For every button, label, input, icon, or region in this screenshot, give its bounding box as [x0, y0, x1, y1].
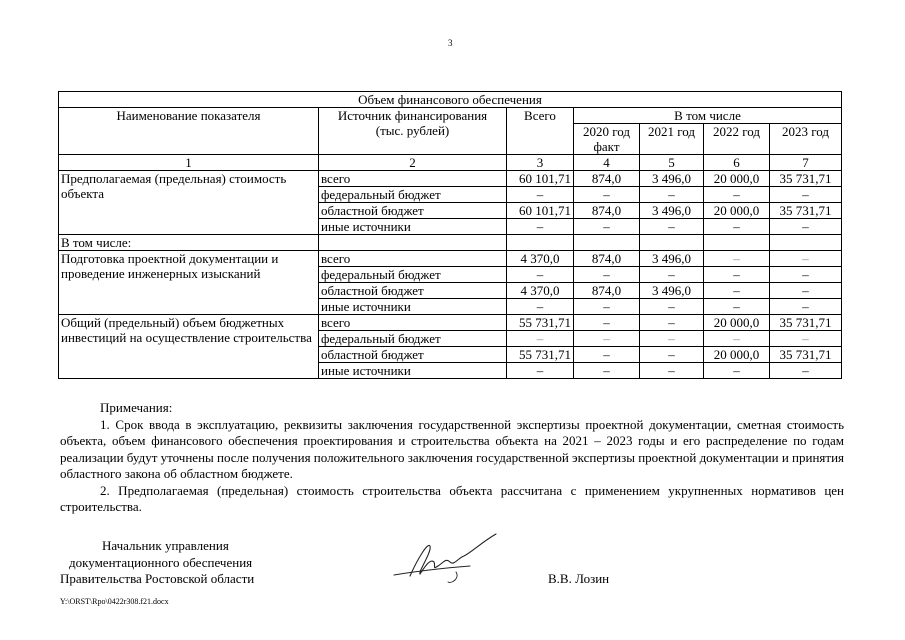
total-cell: 55 731,71 — [507, 315, 574, 331]
empty-cell — [319, 235, 507, 251]
year-2020-header — [574, 124, 640, 155]
y2022-cell: – — [704, 283, 770, 299]
indicator-name: Общий (предельный) объем бюджетных инвестиций на осуществление строительства — [59, 315, 319, 379]
notes-title: Примечания: — [100, 400, 173, 415]
empty-cell — [640, 235, 704, 251]
note-item: 1. Срок ввода в эксплуатацию, реквизиты заключения государственной экспертизы проектной документации, сметная стоимость объекта, объем финансового обеспечения проектирования и строительства объекта на 2021 – 2023 годы и его распределение по годам реализации будут уточнены после получения положительного заключения государственной экспертизы проектной документации и принятия областного закона об областном бюджете. — [60, 416, 845, 481]
y2022-cell: 20 000,0 — [704, 203, 770, 219]
empty-cell — [704, 235, 770, 251]
y2021-cell: 3 496,0 — [640, 283, 704, 299]
y2023-cell: 35 731,71 — [770, 315, 842, 331]
y2023-cell: 35 731,71 — [770, 171, 842, 187]
y2021-cell: – — [640, 363, 704, 379]
col-source-line2: (тыс. рублей) — [375, 123, 450, 138]
y2022-cell: – — [704, 187, 770, 203]
total-cell: 60 101,71 — [507, 171, 574, 187]
source-cell: всего — [319, 171, 507, 187]
total-cell: – — [507, 331, 574, 347]
y2023-cell: – — [770, 187, 842, 203]
indicator-name: Предполагаемая (предельная) стоимость объекта — [59, 171, 319, 235]
y2021-cell: – — [640, 219, 704, 235]
source-cell: федеральный бюджет — [319, 331, 507, 347]
y2022-cell: 20 000,0 — [704, 347, 770, 363]
year-2020-line2: факт — [593, 139, 620, 154]
section-including-label: В том числе: — [59, 235, 319, 251]
y2020-cell: – — [574, 267, 640, 283]
col-number: 6 — [704, 155, 770, 171]
y2021-cell: – — [640, 299, 704, 315]
empty-cell — [770, 235, 842, 251]
col-number: 4 — [574, 155, 640, 171]
y2020-cell: – — [574, 299, 640, 315]
source-cell: всего — [319, 251, 507, 267]
total-cell: 4 370,0 — [507, 251, 574, 267]
y2020-cell: – — [574, 363, 640, 379]
y2021-cell: – — [640, 331, 704, 347]
total-cell: 60 101,71 — [507, 203, 574, 219]
table-header-top-row — [59, 92, 842, 108]
y2022-cell: 20 000,0 — [704, 315, 770, 331]
y2023-cell: – — [770, 251, 842, 267]
y2020-cell: 874,0 — [574, 203, 640, 219]
total-cell: – — [507, 363, 574, 379]
col-number: 5 — [640, 155, 704, 171]
source-cell: иные источники — [319, 363, 507, 379]
total-cell: 55 731,71 — [507, 347, 574, 363]
total-cell: 4 370,0 — [507, 283, 574, 299]
file-path: Y:\ORST\Rpo\0422r308.f21.docx — [60, 597, 169, 606]
col-name-header: Наименование показателя — [59, 108, 319, 155]
y2022-cell: 20 000,0 — [704, 171, 770, 187]
handwritten-signature — [372, 528, 512, 590]
financing-table — [58, 91, 842, 379]
section-including-row — [59, 235, 842, 251]
table-header-row — [59, 108, 842, 124]
y2023-cell: – — [770, 283, 842, 299]
y2021-cell: – — [640, 347, 704, 363]
y2022-cell: – — [704, 251, 770, 267]
y2020-cell: – — [574, 347, 640, 363]
header-top: Объем финансового обеспечения — [59, 92, 842, 108]
y2021-cell: 3 496,0 — [640, 251, 704, 267]
col-number: 1 — [59, 155, 319, 171]
signatory-title-line1: Начальник управления — [102, 538, 229, 553]
signatory-name: В.В. Лозин — [548, 571, 610, 586]
column-numbers-row — [59, 155, 842, 171]
y2023-cell: 35 731,71 — [770, 203, 842, 219]
col-number: 3 — [507, 155, 574, 171]
y2020-cell: – — [574, 219, 640, 235]
source-cell: федеральный бюджет — [319, 187, 507, 203]
y2022-cell: – — [704, 331, 770, 347]
col-including-header: В том числе — [574, 108, 842, 124]
page-number: 3 — [448, 38, 453, 48]
y2021-cell: – — [640, 315, 704, 331]
signatory-title — [60, 538, 254, 588]
col-number: 7 — [770, 155, 842, 171]
empty-cell — [574, 235, 640, 251]
col-source-header — [319, 108, 507, 155]
y2022-cell: – — [704, 219, 770, 235]
col-number: 2 — [319, 155, 507, 171]
y2020-cell: – — [574, 187, 640, 203]
signatory-title-line2: документационного обеспечения — [69, 554, 253, 570]
source-cell: областной бюджет — [319, 283, 507, 299]
y2021-cell: – — [640, 267, 704, 283]
source-cell: областной бюджет — [319, 203, 507, 219]
y2023-cell: – — [770, 363, 842, 379]
y2022-cell: – — [704, 363, 770, 379]
year-2022-header: 2022 год — [704, 124, 770, 155]
total-cell: – — [507, 299, 574, 315]
total-cell: – — [507, 187, 574, 203]
y2023-cell: – — [770, 219, 842, 235]
y2020-cell: – — [574, 331, 640, 347]
source-cell: областной бюджет — [319, 347, 507, 363]
y2022-cell: – — [704, 299, 770, 315]
y2023-cell: – — [770, 299, 842, 315]
source-cell: федеральный бюджет — [319, 267, 507, 283]
col-source-line1: Источник финансирования — [337, 108, 488, 123]
total-cell: – — [507, 267, 574, 283]
y2021-cell: 3 496,0 — [640, 203, 704, 219]
y2023-cell: – — [770, 267, 842, 283]
source-cell: иные источники — [319, 219, 507, 235]
y2021-cell: 3 496,0 — [640, 171, 704, 187]
table-row — [59, 315, 842, 331]
table-row — [59, 171, 842, 187]
notes-section — [60, 400, 844, 516]
y2020-cell: 874,0 — [574, 171, 640, 187]
y2023-cell: – — [770, 331, 842, 347]
year-2021-header: 2021 год — [640, 124, 704, 155]
year-2023-header: 2023 год — [770, 124, 842, 155]
total-cell: – — [507, 219, 574, 235]
y2020-cell: – — [574, 315, 640, 331]
table-row — [59, 251, 842, 267]
note-item: 2. Предполагаемая (предельная) стоимость строительства объекта рассчитана с применением укрупненных нормативов цен строительства. — [60, 482, 844, 514]
source-cell: всего — [319, 315, 507, 331]
y2021-cell: – — [640, 187, 704, 203]
empty-cell — [507, 235, 574, 251]
y2020-cell: 874,0 — [574, 251, 640, 267]
year-2020-line1: 2020 год — [583, 124, 630, 139]
y2020-cell: 874,0 — [574, 283, 640, 299]
signatory-title-line3: Правительства Ростовской области — [60, 571, 255, 586]
col-total-header: Всего — [507, 108, 574, 155]
indicator-name: Подготовка проектной документации и проведение инженерных изысканий — [59, 251, 319, 315]
y2022-cell: – — [704, 267, 770, 283]
source-cell: иные источники — [319, 299, 507, 315]
y2023-cell: 35 731,71 — [770, 347, 842, 363]
